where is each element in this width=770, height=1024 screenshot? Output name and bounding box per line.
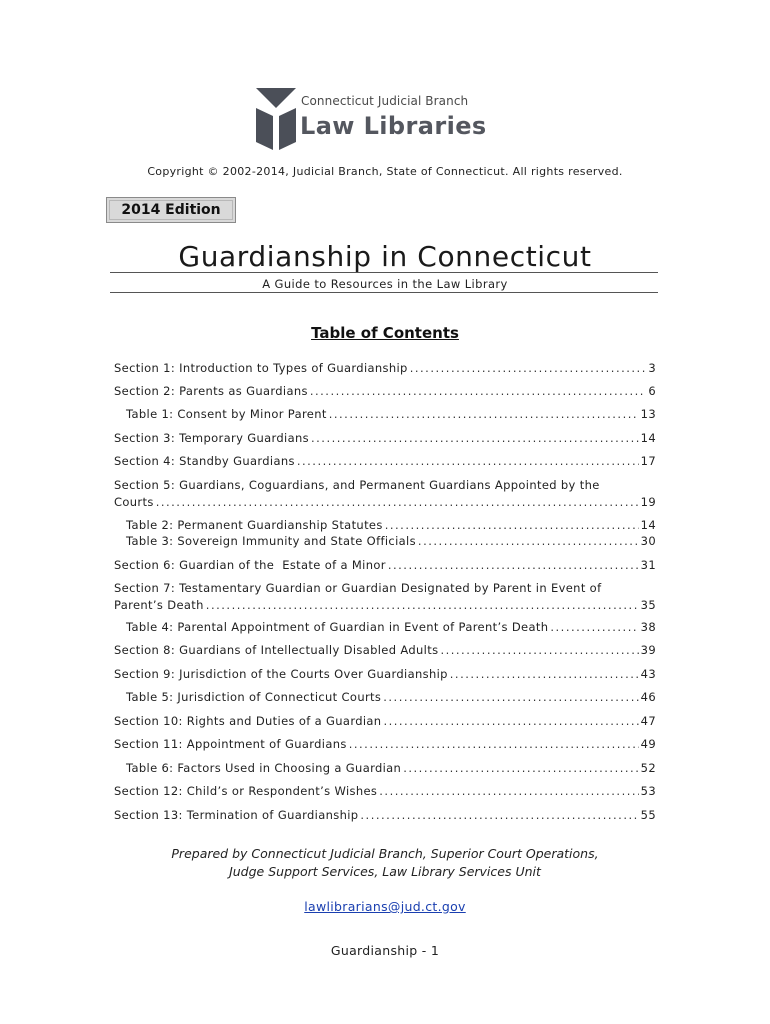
toc-entry-page: 52 — [640, 761, 656, 775]
document-subtitle: A Guide to Resources in the Law Library — [262, 277, 508, 291]
law-libraries-logo — [254, 88, 487, 150]
toc-entry-page: 19 — [640, 495, 656, 509]
toc-entry-title-cont: Courts — [114, 495, 154, 509]
toc-entry-page: 14 — [640, 518, 656, 532]
toc-entry[interactable] — [114, 477, 656, 511]
page-footer: Guardianship - 1 — [330, 943, 440, 958]
toc-entry-page: 17 — [640, 454, 656, 468]
toc-entry[interactable] — [114, 736, 656, 753]
toc-entry-page: 53 — [640, 784, 656, 798]
toc-entry[interactable] — [114, 580, 656, 614]
toc-entry[interactable] — [114, 807, 656, 824]
toc-entry-title: Section 4: Standby Guardians — [114, 454, 295, 468]
toc-entry[interactable] — [114, 557, 656, 574]
toc-entry-page: 30 — [640, 534, 656, 548]
book-chevron-icon — [254, 88, 298, 150]
prepared-by-line-1: Prepared by Connecticut Judicial Branch, Superior Court Operations, — [171, 846, 599, 861]
toc-entry[interactable] — [114, 666, 656, 683]
toc-entry-page: 39 — [640, 643, 656, 657]
document-title: Guardianship in Connecticut — [178, 240, 592, 273]
edition-badge — [106, 197, 236, 223]
title-rule-bottom — [110, 292, 658, 293]
toc-entry[interactable] — [114, 642, 656, 659]
toc-entry-page: 14 — [640, 431, 656, 445]
edition-label: 2014 Edition — [121, 202, 221, 218]
toc-entry-page: 38 — [640, 620, 656, 634]
toc-entry-title: Section 13: Termination of Guardianship — [114, 808, 359, 822]
toc-entry-page: 13 — [640, 407, 656, 421]
toc-entry-title: Section 2: Parents as Guardians — [114, 384, 308, 398]
toc-entry-title: Table 3: Sovereign Immunity and State Officials — [126, 534, 416, 548]
toc-entry-title: Section 1: Introduction to Types of Guardianship — [114, 361, 408, 375]
toc-entry-page: 55 — [640, 808, 656, 822]
toc-entry-title: Section 8: Guardians of Intellectually Disabled Adults — [114, 643, 439, 657]
toc-entry-title: Section 11: Appointment of Guardians — [114, 737, 347, 751]
contact-email-link[interactable]: lawlibrarians@jud.ct.gov — [304, 899, 466, 914]
toc-entry-title: Table 2: Permanent Guardianship Statutes — [126, 518, 383, 532]
logo-line-2: Law Libraries — [300, 112, 487, 140]
toc-entry[interactable] — [114, 453, 656, 470]
toc-entry[interactable] — [114, 713, 656, 730]
toc-entry[interactable] — [126, 619, 656, 636]
toc-entry-page: 6 — [648, 384, 656, 398]
toc-entry-title: Section 9: Jurisdiction of the Courts Over Guardianship — [114, 667, 448, 681]
toc-entry[interactable] — [126, 517, 656, 534]
toc-entry[interactable] — [126, 689, 656, 706]
toc-entry[interactable] — [126, 533, 656, 550]
toc-entry-page: 49 — [640, 737, 656, 751]
logo-line-1: Connecticut Judicial Branch — [301, 94, 469, 108]
toc-entry-title: Table 4: Parental Appointment of Guardian in Event of Parent’s Death — [126, 620, 549, 634]
toc-entry[interactable] — [126, 760, 656, 777]
toc-entry[interactable] — [114, 383, 656, 400]
toc-entry-title: Table 5: Jurisdiction of Connecticut Courts — [126, 690, 382, 704]
toc-entry-title: Section 6: Guardian of the Estate of a Minor — [114, 558, 386, 572]
toc-heading: Table of Contents — [311, 324, 459, 342]
toc-entry-title: Table 6: Factors Used in Choosing a Guardian — [126, 761, 402, 775]
toc-entry[interactable] — [114, 783, 656, 800]
toc-entry-title: Section 10: Rights and Duties of a Guardian — [114, 714, 382, 728]
toc-entry-title: Table 1: Consent by Minor Parent — [126, 407, 327, 421]
copyright-notice: Copyright © 2002-2014, Judicial Branch, State of Connecticut. All rights reserved. — [147, 165, 623, 178]
toc-entry-page: 3 — [648, 361, 656, 375]
prepared-by-line-2: Judge Support Services, Law Library Services Unit — [229, 864, 541, 879]
toc-entry[interactable] — [114, 430, 656, 447]
toc-entry[interactable] — [126, 406, 656, 423]
toc-entry[interactable] — [114, 360, 656, 377]
toc-entry-title: Section 12: Child’s or Respondent’s Wishes — [114, 784, 378, 798]
toc-entry-page: 35 — [640, 598, 656, 612]
toc-entry-title: Section 3: Temporary Guardians — [114, 431, 309, 445]
toc-entry-title-cont: Parent’s Death — [114, 598, 204, 612]
toc-entry-page: 31 — [640, 558, 656, 572]
toc-entry-title: Section 5: Guardians, Coguardians, and Permanent Guardians Appointed by the — [114, 478, 600, 492]
toc-entry-page: 47 — [640, 714, 656, 728]
title-rule-top — [110, 272, 658, 273]
toc-entry-page: 43 — [640, 667, 656, 681]
toc-entry-page: 46 — [640, 690, 656, 704]
toc-entry-title: Section 7: Testamentary Guardian or Guardian Designated by Parent in Event of — [114, 581, 602, 595]
prepared-by — [0, 845, 770, 881]
